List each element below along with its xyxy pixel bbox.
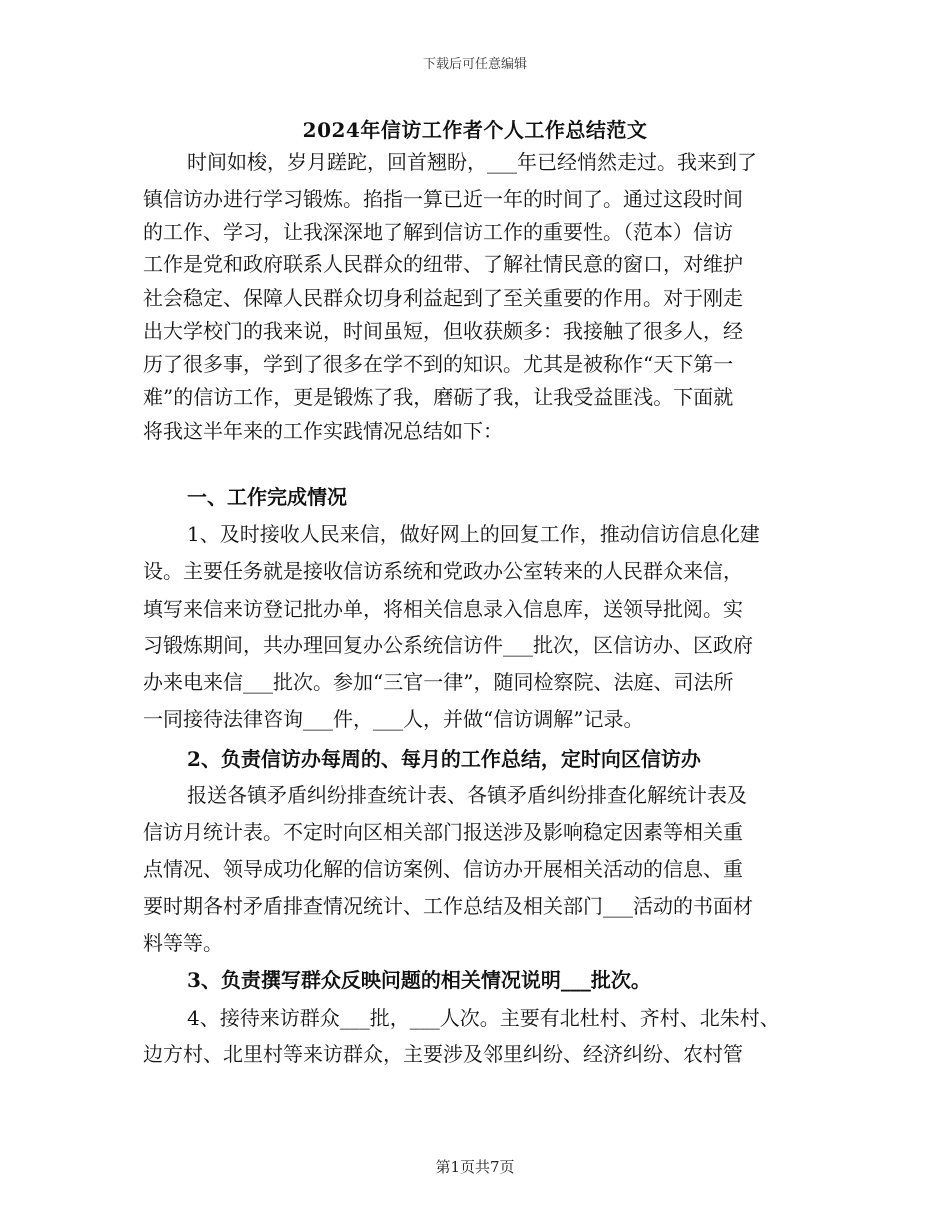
paragraph-line: 料等等。: [143, 931, 223, 955]
paragraph-line: 难”的信访工作，更是锻炼了我，磨砺了我，让我受益匪浅。下面就: [143, 385, 734, 409]
paragraph-line: 社会稳定、保障人民群众切身利益起到了至关重要的作用。对于刚走: [143, 286, 743, 310]
paragraph-line: 要时期各村矛盾排查情况统计、工作总结及相关部门___活动的书面材: [143, 894, 753, 918]
paragraph-line: 填写来信来访登记批办单，将相关信息录入信息库，送领导批阅。实: [143, 597, 743, 621]
section-heading: 一、工作完成情况: [187, 485, 347, 509]
section-heading: 2、负责信访办每周的、每月的工作总结，定时向区信访办: [187, 747, 701, 771]
paragraph-line: 边方村、北里村等来访群众，主要涉及邻里纠纷、经济纠纷、农村管: [143, 1042, 743, 1066]
paragraph-line: 的工作、学习，让我深深地了解到信访工作的重要性。（范本）信访: [143, 220, 733, 244]
paragraph-line: 报送各镇矛盾纠纷排查统计表、各镇矛盾纠纷排查化解统计表及: [187, 783, 747, 807]
paragraph-line: 习锻炼期间，共办理回复办公系统信访件___批次，区信访办、区政府: [143, 633, 753, 657]
paragraph-line: 一同接待法律咨询___件，___人，并做“信访调解”记录。: [143, 707, 644, 731]
page-header: 下载后可任意编辑: [422, 57, 527, 72]
paragraph-line: 点情况、领导成功化解的信访案例、信访办开展相关活动的信息、重: [143, 857, 743, 881]
paragraph-line: 办来电来信___批次。参加“三官一律”，随同检察院、法庭、司法所: [143, 670, 734, 694]
paragraph-line: 出大学校门的我来说，时间虽短，但收获颇多：我接触了很多人，经: [143, 319, 743, 343]
paragraph-line: 4、接待来访群众___批，___人次。主要有北杜村、齐村、北朱村、: [187, 1006, 780, 1030]
paragraph-line: 时间如梭，岁月蹉跎，回首翘盼，___年已经悄然走过。我来到了: [187, 150, 757, 174]
paragraph-line: 设。主要任务就是接收信访系统和党政办公室转来的人民群众来信，: [143, 559, 743, 583]
paragraph-line: 镇信访办进行学习锻炼。掐指一算已近一年的时间了。通过这段时间: [143, 187, 743, 211]
paragraph-line: 信访月统计表。不定时向区相关部门报送涉及影响稳定因素等相关重: [143, 820, 743, 844]
page-number: 第1页共7页: [435, 1158, 515, 1176]
paragraph-line: 工作是党和政府联系人民群众的纽带、了解社情民意的窗口，对维护: [143, 252, 743, 276]
paragraph-line: 1、及时接收人民来信，做好网上的回复工作，推动信访信息化建: [187, 522, 760, 546]
document-title: 2024年信访工作者个人工作总结范文: [302, 118, 648, 142]
section-heading: 3、负责撰写群众反映问题的相关情况说明___批次。: [187, 968, 651, 992]
paragraph-line: 将我这半年来的工作实践情况总结如下：: [143, 419, 503, 443]
paragraph-line: 历了很多事，学到了很多在学不到的知识。尤其是被称作“天下第一: [143, 352, 734, 376]
